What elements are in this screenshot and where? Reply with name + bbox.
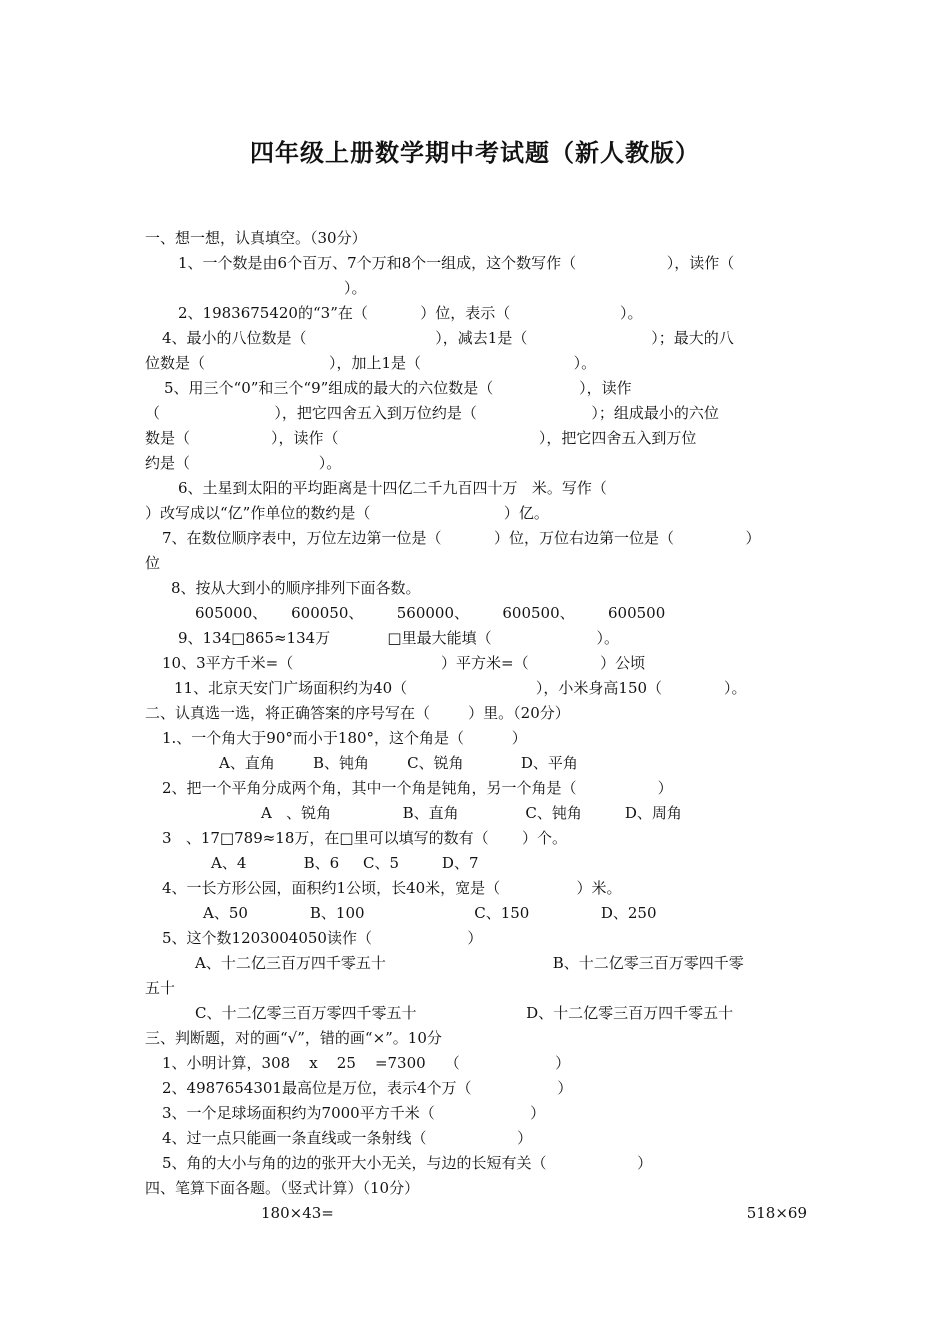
exam-line: 6、土星到太阳的平均距离是十四亿二千九百四十万 米。写作（ [178, 479, 607, 497]
exam-line: ）。 [344, 279, 367, 297]
exam-line: （ ），把它四舍五入到万位约是（ ）；组成最小的六位 [145, 404, 719, 422]
exam-line: ）改写成以“亿”作单位的数约是（ ）亿。 [145, 504, 549, 522]
exam-line: 1.、一个角大于90°而小于180°，这个角是（ ） [162, 729, 527, 747]
exam-line: A、直角 B、钝角 C、锐角 D、平角 [219, 754, 578, 772]
exam-line: 五十 [145, 979, 176, 997]
exam-line: A、4 B、6 C、5 D、7 [211, 854, 479, 872]
exam-line: 位 [145, 554, 161, 572]
exam-line: A、50 B、100 C、150 D、250 [203, 904, 657, 922]
exam-line: 9、134□865≈134万 □里最大能填（ ）。 [178, 629, 619, 647]
exam-line: 二、认真选一选，将正确答案的序号写在（ ）里。（20分） [145, 704, 570, 722]
exam-line: 数是（ ），读作（ ），把它四舍五入到万位 [145, 429, 697, 447]
exam-line: A、十二亿三百万四千零五十 B、十二亿零三百万零四千零 [195, 954, 744, 972]
exam-line: 4、最小的八位数是（ ），减去1是（ ）；最大的八 [162, 329, 734, 347]
exam-line: 10、3平方千米=（ ）平方米=（ ）公顷 [162, 654, 646, 672]
exam-line: 3、一个足球场面积约为7000平方千米（ ） [162, 1104, 546, 1122]
exam-line: 2、把一个平角分成两个角，其中一个角是钝角，另一个角是（ ） [162, 779, 673, 797]
exam-line: 605000、 600050、 560000、 600500、 600500 [195, 604, 666, 622]
exam-line: 8、按从大到小的顺序排列下面各数。 [171, 579, 421, 597]
exam-line: 三、判断题，对的画“√”，错的画“×”。10分 [145, 1029, 442, 1047]
exam-line: 5、角的大小与角的边的张开大小无关，与边的长短有关（ ） [162, 1154, 653, 1172]
page-title: 四年级上册数学期中考试题（新人教版） [250, 139, 700, 167]
exam-line: 四、笔算下面各题。（竖式计算）（10分） [145, 1179, 420, 1197]
exam-line: 4、一长方形公园，面积约1公顷，长40米，宽是（ ）米。 [162, 879, 622, 897]
exam-line: 4、过一点只能画一条直线或一条射线（ ） [162, 1129, 533, 1147]
exam-line: C、十二亿零三百万零四千零五十 D、十二亿零三百万四千零五十 [195, 1004, 734, 1022]
exam-line: 5、这个数1203004050读作（ ） [162, 929, 483, 947]
exam-line: 180×43= [261, 1204, 334, 1222]
exam-line: 一、想一想，认真填空。（30分） [145, 229, 367, 247]
exam-line: 5、用三个“0”和三个“9”组成的最大的六位数是（ ），读作 [164, 379, 632, 397]
exam-line: 2、1983675420的“3”在（ ）位，表示（ ）。 [178, 304, 643, 322]
exam-line: 7、在数位顺序表中，万位左边第一位是（ ）位，万位右边第一位是（ ） [162, 529, 761, 547]
exam-line: 1、一个数是由6个百万、7个万和8个一组成，这个数写作（ ），读作（ [178, 254, 735, 272]
exam-line: 3 、17□789≈18万，在□里可以填写的数有（ ）个。 [162, 829, 567, 847]
exam-line: 约是（ ）。 [145, 454, 342, 472]
exam-line-calc-right: 518×69 [746, 1204, 807, 1222]
exam-line: 1、小明计算，308 x 25 =7300 （ ） [162, 1054, 571, 1072]
exam-line: 2、4987654301最高位是万位，表示4个万（ ） [162, 1079, 573, 1097]
exam-line: A 、锐角 B、直角 C、钝角 D、周角 [261, 804, 682, 822]
exam-line: 11、北京天安门广场面积约为40（ ），小米身高150（ ）。 [174, 679, 747, 697]
exam-line: 位数是（ ），加上1是（ ）。 [145, 354, 597, 372]
